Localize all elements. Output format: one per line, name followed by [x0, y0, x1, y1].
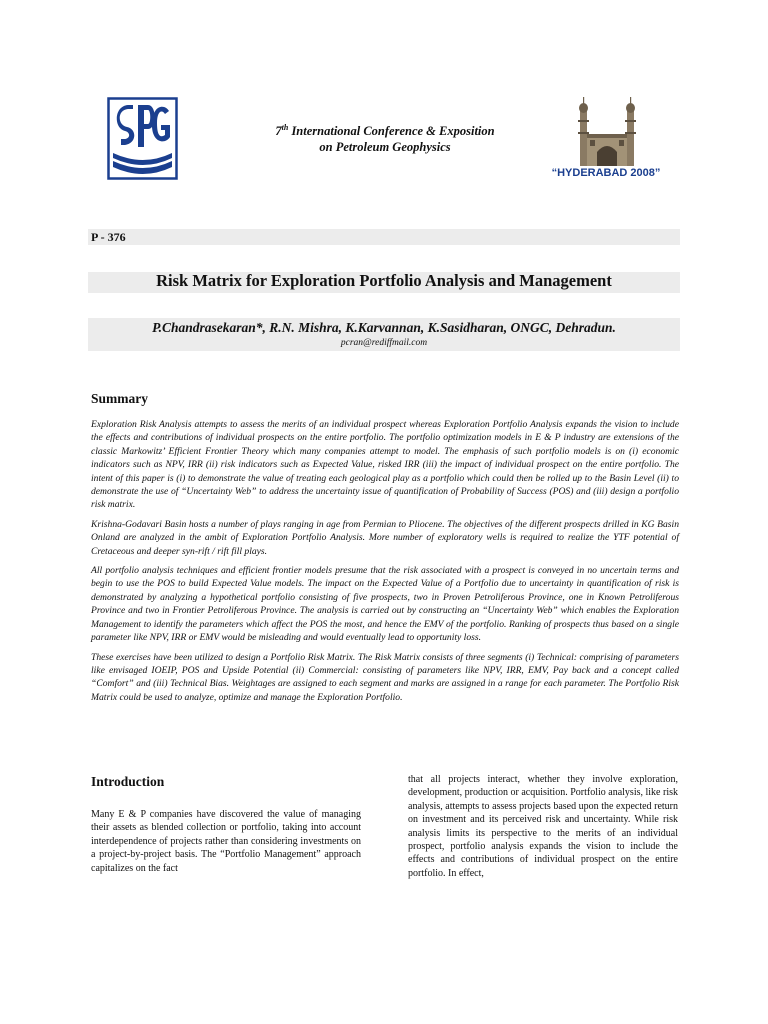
conference-title-line2: on Petroleum Geophysics [319, 140, 451, 155]
summary-paragraph: Krishna-Godavari Basin hosts a number of plays ranging in age from Permian to Pliocene. The objectives of the different prospects drilled in KG Basin Onland are analyzed in the ambit of Exploration Portfolio Analysis. More number of exploratory wells is required to realize the YTF potential of Cretaceous and deeper syn-rift / rift fill plays. [91, 518, 679, 557]
conference-ordinal-suffix: th [281, 123, 289, 132]
summary-paragraph: Exploration Risk Analysis attempts to assess the merits of an individual prospect whereas Exploration Portfolio Analysis expands the vision to include the effects and contributions of individual prospects on the entire portfolio. The portfolio optimization models in E & P industry are extensions of the classic Markowitz’ Efficient Frontier Theory which many companies attempt to model. The emphasis of such portfolio models is on (i) economic indicators such as NPV, IRR (ii) risk indicators such as Expected Value, risked IRR (iii) the impact of individual prospect on the entire portfolio. The intent of this paper is (i) to demonstrate the value of treating each geological play as a portfolio which could then be rolled up to the Basin Level (ii) to demonstrate the use of “Uncertainty Web” to address the uncertainty issue of quantification of Probability of Success (POS) and (iii) design a portfolio risk matrix. [91, 419, 679, 511]
introduction-right-column [408, 773, 678, 880]
paper-id: P - 376 [91, 230, 126, 244]
conference-title-line1 [220, 120, 550, 139]
conference-title [220, 120, 550, 155]
summary-paragraph: All portfolio analysis techniques and efficient frontier models presume that the risk associated with a prospect is conveyed in no uncertain terms and begin to use the POS to build Expected Value models. The impact on the Expected Value of a Portfolio due to uncertainty in quantification of risk is demonstrated by analyzing a hypothetical portfolio consisting of five prospects, two in Proven Petroliferous Province, one in Known Petroliferous Province and two in Frontier Petroliferous Province. The analysis is carried out by constructing an “Uncertainty Web” which enables the Exploration Management to identify the parameters which affect the POS the most, and hence the EMV of the portfolio. Ranking of prospects thus based on a single parameter like NPV, IRR or EMV would be misleading and would eventually lead to opportunity loss. [91, 565, 679, 644]
paper-title: Risk Matrix for Exploration Portfolio Analysis and Management [156, 271, 612, 290]
charminar-logo [572, 96, 642, 166]
author-email: pcran@rediffmail.com [340, 338, 428, 348]
summary-paragraph: These exercises have been utilized to design a Portfolio Risk Matrix. The Risk Matrix consists of three segments (i) Technical: comprising of parameters like envisaged IOEIP, POS and Upside Potential (ii) Commercial: consisting of parameters like NPV, IRR, EMV, Pay back and a concept called “Comfort” and (iii) Technical Bias. Weightages are assigned to each segment and marks are assigned in a range for each parameter. The Portfolio Risk Matrix could be used to analyze, optimize and manage the Exploration Portfolio. [91, 651, 679, 703]
spg-logo [107, 97, 178, 180]
summary-heading: Summary [91, 391, 148, 406]
summary-body [91, 418, 679, 710]
introduction-left-column [91, 808, 361, 875]
introduction-paragraph: Many E & P companies have discovered the value of managing their assets as blended collection or portfolio, taking into account interdependence of projects rather than considering investments on a project-by-project basis. The “Portfolio Management” approach capitalizes on the fact [91, 809, 361, 874]
conference-ordinal: 7 [275, 124, 282, 139]
city-label: “HYDERABAD 2008” [551, 167, 661, 179]
introduction-paragraph: that all projects interact, whether they involve exploration, development, production or acquisition. Portfolio analysis, like risk analysis, attempts to assess projects based upon the expected return on investment and its perceived risk and uncertainty. While risk analysis limits its perspective to the merits of an individual prospect, portfolio analysis expands the vision to include the effects and contributions of individual prospect on the entire portfolio. In effect, [408, 774, 678, 879]
authors: P.Chandrasekaran*, R.N. Mishra, K.Karvannan, K.Sasidharan, ONGC, Dehradun. [152, 320, 616, 335]
conference-name: International Conference & Exposition [288, 124, 495, 139]
introduction-heading: Introduction [91, 774, 165, 789]
paper-id-bar [88, 229, 680, 245]
